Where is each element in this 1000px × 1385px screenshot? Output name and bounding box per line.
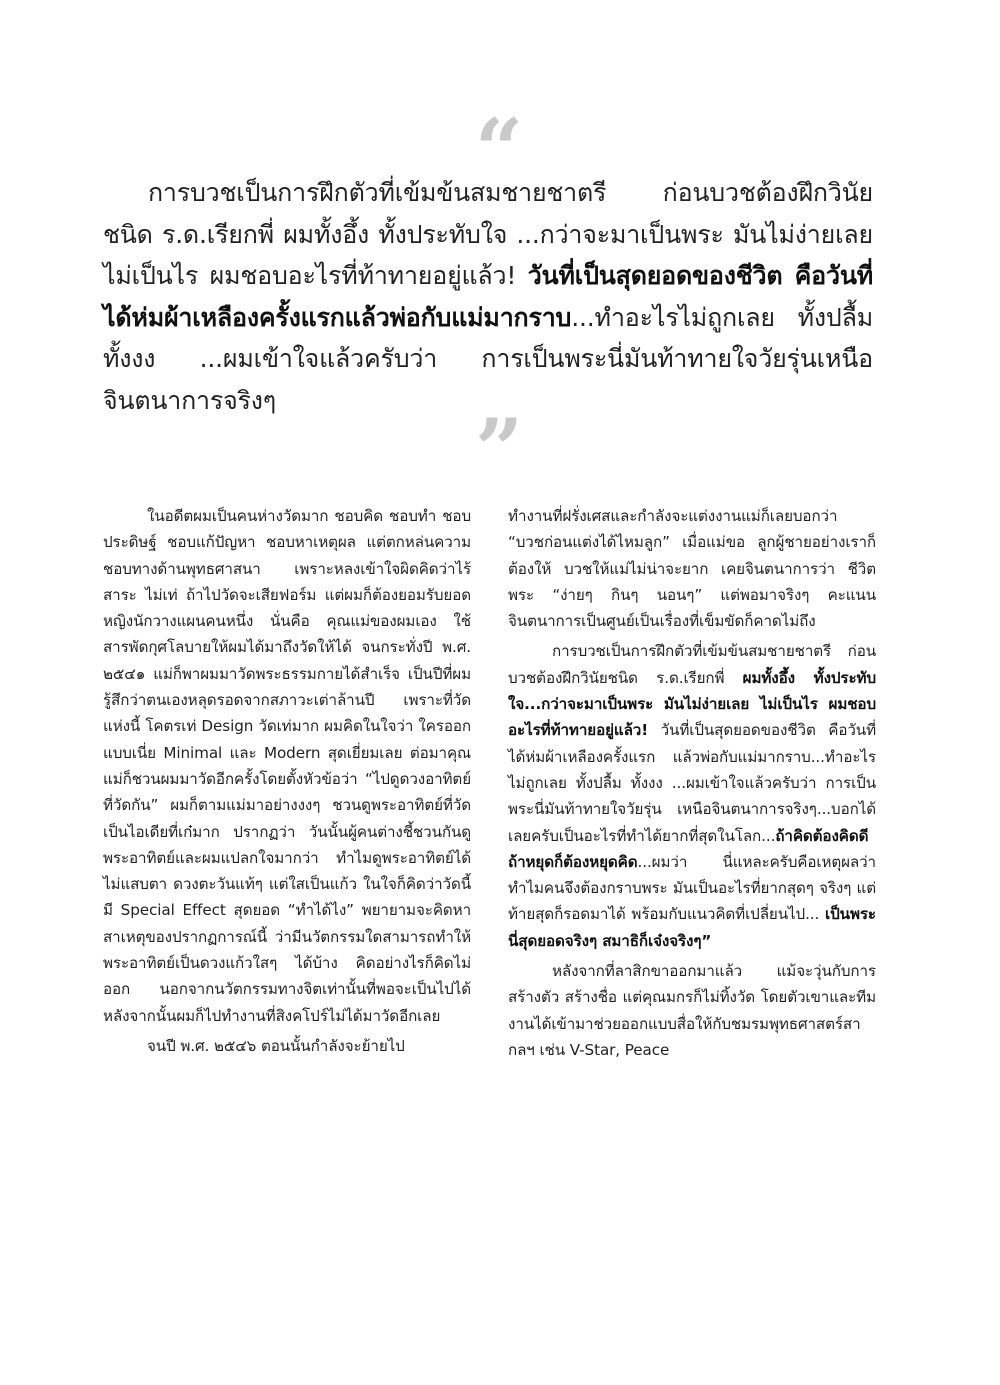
bold-text: เป็นพระนี่สุดยอดจริงๆ สมาธิก็เจ๋งจริงๆ” [508,905,876,950]
paragraph-text: ...ผมว่า นี่แหละครับคือเหตุผลว่า ทำไมคนจึงต้องกราบพระ มันเป็นอะไรที่ยากสุดๆ จริงๆ แต่ท้ายสุดก็รอดมาได้ พร้อมกับแนวคิดที่เปลี่ยนไป... [508,852,876,924]
paragraph: หลังจากที่ลาสิกขาออกมาแล้ว แม้จะวุ่นกับการสร้างตัว สร้างชื่อ แต่คุณมกรก็ไม่ทิ้งวัด โดยตัวเขาและทีมงานได้เข้ามาช่วยออกแบบสื่อให้กับชมรมพุทธศาสตร์สากลฯ เช่น V-Star, Peace [508,962,876,1059]
paragraph: จนปี พ.ศ. ๒๕๔๖ ตอนนั้นกำลังจะย้ายไป [147,1036,405,1055]
pull-quote-bold: วันที่เป็นสุดยอดของชีวิต คือวันที่ได้ห่มผ้าเหลืองครั้งแรกแล้วพ่อกับแม่มากราบ [103,261,873,332]
paragraph [508,638,876,954]
paragraph-text: การบวชเป็นการฝึกตัวที่เข้มข้นสมชายชาตรี ก่อนบวชต้องฝึกวินัยชนิด ร.ด.เรียกพี่ [508,642,876,687]
open-quote-mark: “ [474,100,526,199]
pull-quote [103,172,873,421]
bold-text: ผมทั้งอึ้ง ทั้งประทับใจ...กว่าจะมาเป็นพระ มันไม่ง่ายเลย ไม่เป็นไร ผมชอบอะไรที่ท้าทายอยู่แล้ว! [508,668,876,740]
paragraph-continued: ทำงานที่ฝรั่งเศสและกำลังจะแต่งงานแม่ก็เลยบอกว่า “บวชก่อนแต่งได้ไหมลูก” เมื่อแม่ขอ ลูกผู้ชายอย่างเราก็ต้องให้ บวชให้แม่ไม่น่าจะยาก เคยจินตนาการว่า ชีวิตพระ “ง่ายๆ กินๆ นอนๆ” แต่พอมาจริงๆ คะแนนจินตนาการเป็นศูนย์เป็นเรื่องที่เข็มขัดก็คาดไม่ถึง [508,507,876,631]
pull-quote-text: การบวชเป็นการฝึกตัวที่เข้มข้นสมชายชาตรี ก่อนบวชต้องฝึกวินัยชนิด ร.ด.เรียกพี่ ผมทั้งอึ้ง ทั้งประทับใจ ...กว่าจะมาเป็นพระ มันไม่ง่ายเลย ไม่เป็นไร ผมชอบอะไรที่ท้าทายอยู่แล้ว! [103,178,873,290]
left-column [103,503,471,1059]
close-quote-mark: ” [474,400,526,499]
paragraph: ในอดีตผมเป็นคนห่างวัดมาก ชอบคิด ชอบทำ ชอบประดิษฐ์ ชอบแก้ปัญหา ชอบหาเหตุผล แต่ตกหล่นความชอบทางด้านพุทธศาสนา เพราะหลงเข้าใจผิดคิดว่าไร้สาระ ไม่เท่ ถ้าไปวัดจะเสียฟอร์ม แต่ผมก็ต้องยอมรับยอดหญิงนักวางแผนคนหนึ่ง นั่นคือ คุณแม่ของผมเอง ใช้สารพัดกุศโลบายให้ผมได้มาถึงวัดให้ได้ จนกระทั่งปี พ.ศ. ๒๕๔๑ แม่ก็พาผมมาวัดพระธรรมกายได้สำเร็จ เป็นปีที่ผมรู้สึกว่าตนเองหลุดรอดจากสภาวะเต่าล้านปี เพราะที่วัดแห่งนี้ โคตรเท่ Design วัดเท่มาก ผมคิดในใจว่า ใครออกแบบเนี่ย Minimal และ Modern สุดเยี่ยมเลย ต่อมาคุณแม่ก็ชวนผมมาวัดอีกครั้งโดยตั้งหัวข้อว่า “ไปดูดวงอาทิตย์ที่วัดกัน” ผมก็ตามแม่มาอย่างงงๆ ชวนดูพระอาทิตย์ที่วัด เป็นไอเดียที่เก๋มาก ปรากฏว่า วันนั้นผู้คนต่างชี้ชวนกันดูพระอาทิตย์และผมแปลกใจมากว่า ทำไมดูพระอาทิตย์ได้ไม่แสบตา ดวงตะวันแท้ๆ แต่ใสเป็นแก้ว ในใจก็คิดว่าวัดนี้มี Special Effect สุดยอด “ทำได้ไง” พยายามจะคิดหาสาเหตุของปรากฏการณ์นี้ ว่ามีนวัตกรรมใดสามารถทำให้พระอาทิตย์เป็นดวงแก้วใสๆ ได้บ้าง คิดอย่างไรก็คิดไม่ออก นอกจากนวัตกรรมทางจิตเท่านั้นที่พอจะเป็นไปได้ หลังจากนั้นผมก็ไปทำงานที่สิงคโปร์ไม่ได้มาวัดอีกเลย [103,507,471,1025]
paragraph-text: วันที่เป็นสุดยอดของชีวิต คือวันที่ได้ห่มผ้าเหลืองครั้งแรก แล้วพ่อกับแม่มากราบ...ทำอะไรไม่ถูกเลย ทั้งปลื้ม ทั้งงง ...ผมเข้าใจแล้วครับว่า การเป็นพระนี่มันท้าทายใจวัยรุ่น เหนือจินตนาการจริงๆ...บอกได้เลยครับเป็นอะไรที่ทำได้ยากที่สุดในโลก... [508,721,876,845]
pull-quote-text-end: ...ทำอะไรไม่ถูกเลย ทั้งปลื้ม ทั้งงง ...ผมเข้าใจแล้วครับว่า การเป็นพระนี่มันท้าทายใจวัยรุ่นเหนือจินตนาการจริงๆ [103,302,873,415]
right-column [508,503,876,1063]
bold-text: ถ้าคิดต้องคิดดี ถ้าหยุดก็ต้องหยุดคิด [508,826,869,871]
